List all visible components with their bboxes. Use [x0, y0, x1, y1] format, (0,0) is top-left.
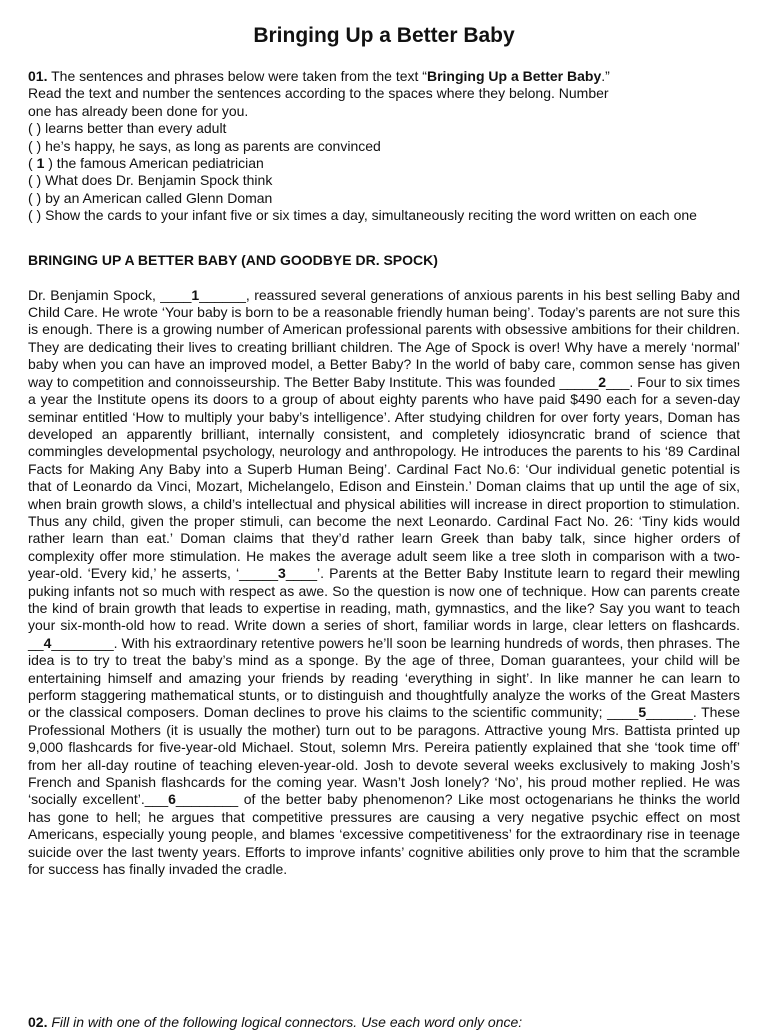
exercise-1-item [28, 138, 740, 155]
exercise-1-item [28, 190, 740, 207]
article-text: ___. Four to six times a year the Institute opens its doors to a group of about eighty parents who have paid $490 each for a seven-day seminar entitled ‘How to multiply your baby’s intelligence’. After studying children for over forty years, Doman has developed an apparently brilliant, internally consistent, and completely idiosyncratic brand of science that commingles developmental psychology, neurology and anthropology. He introduces the parents to his ‘89 Cardinal Facts for Making Any Baby into a Superb Human Being’. Cardinal Fact No.6: ‘Our individual genetic potential is that of Leonardo da Vinci, Mozart, Michelangelo, Edison and Einstein.’ Doman claims that up until the age of six, when brain growth slows, a child’s intellectual and physical abilities will increase in direct proportion to stimulation. Thus any child, given the proper stimuli, can become the next Leonardo. Cardinal Fact No. 26: ‘Tiny kids would rather learn than eat.’ Doman claims that they’d rather learn Greek than baby talk, since higher orders of complexity offer more stimulation. He makes the average adult seem like a tree sloth in comparison with a two-year-old. ‘Every kid,’ he asserts, ‘_____ [28, 373, 740, 582]
exercise-1-intro-title: Bringing Up a Better Baby [426, 68, 602, 84]
exercise-1-intro [28, 68, 740, 85]
item-text: Show the cards to your infant five or six times a day, simultaneously reciting the word written on each one [45, 207, 697, 224]
item-text: What does Dr. Benjamin Spock think [45, 172, 273, 189]
exercise-1-intro-b: .” [601, 68, 610, 84]
item-bracket: ( ) [28, 207, 46, 224]
item-bracket: ( ) [28, 137, 46, 154]
article-heading: BRINGING UP A BETTER BABY (AND GOODBYE DR. SPOCK) [28, 251, 438, 268]
item-text: learns better than every adult [45, 120, 227, 137]
item-bracket: ( ) [28, 120, 46, 137]
article-text: ______. These Professional Mothers (it is usually the mother) turn out to be paragons. Attractive young Mrs. Battista printed up 9,000 flashcards for five-year-old Michael. Stout, solemn Mrs. Pereira patiently explained that she ‘took time off’ from her all-day routine of teaching eleven-year-old. Josh to devote several weeks exclusively to making Josh’s French and Spanish flashcards for the coming year. Wasn’t Josh lonely? ‘No’, his proud mother replied. He was ‘socially excellent’.___ [28, 704, 741, 808]
item-bracket: ( [28, 155, 37, 172]
blank-number: 6 [168, 791, 176, 808]
article-text: ________. With his extraordinary retentive powers he’ll soon be learning hundreds of words, then phrases. The idea is to try to treat the baby’s mind as a sponge. By the age of three, Doman guarantees, your child will be entertaining himself and amazing your friends by reading ‘everything in sight’. In like manner he can learn to perform staggering mathematical stunts, or to distinguish and thoughtfully analyze the works of the Great Masters or the classical composers. Doman declines to prove his claims to the scientific community; ____ [28, 634, 740, 721]
item-text: ) the famous American pediatrician [44, 155, 264, 172]
item-bracket: ( ) [28, 172, 46, 189]
exercise-1-intro-a: The sentences and phrases below were taken from the text “ [47, 68, 427, 84]
exercise-1-line-2: Read the text and number the sentences according to the spaces where they belong. Number [28, 85, 609, 102]
blank-number: 5 [638, 704, 647, 721]
exercise-1-line-3: one has already been done for you. [28, 102, 249, 119]
exercise-1-number: 01. [28, 68, 48, 84]
exercise-2-text: Fill in with one of the following logical connectors. Use each word only once: [47, 1014, 523, 1030]
page-title: Bringing Up a Better Baby [253, 24, 515, 47]
exercise-1-item [28, 207, 740, 224]
article-text: Dr. Benjamin Spock, ____ [28, 286, 192, 303]
exercise-1-item [28, 155, 740, 172]
blank-number: 1 [191, 286, 200, 303]
item-text: by an American called Glenn Doman [45, 189, 273, 206]
article-text: ________ of the better baby phenomenon? Like most octogenarians he thinks the world has gone to hell; he argues that competitive pressures are causing a very negative psychic effect on most Americans, especially young people, and blames ‘excessive competitiveness’ for the extraordinary rise in teenage suicide over the last twenty years. Efforts to improve infants’ cognitive abilities only prove to him that the scramble for success has finally invaded the cradle. [28, 791, 740, 878]
exercise-1 [28, 68, 740, 225]
blank-number: 2 [598, 373, 607, 390]
item-number: 1 [36, 155, 45, 172]
exercise-2-instructions [28, 1014, 522, 1030]
exercise-1-item [28, 172, 740, 189]
article-body [28, 287, 740, 879]
exercise-2-number: 02. [28, 1014, 48, 1030]
article-text: ____’. Parents at the Better Baby Institute learn to regard their mewling puking infants not so much with respect as awe. So the question is now one of technique. How can parents create the kind of brain growth that leads to expertise in reading, math, gymnastics, and the like? Say you want to teach your six-month-old how to read. Write down a series of short, familiar words in large, clear letters on flashcards. __ [28, 565, 740, 651]
blank-number: 3 [278, 565, 286, 582]
exercise-1-item [28, 120, 740, 137]
blank-number: 4 [43, 634, 52, 651]
article-text: ______, reassured several generations of anxious parents in his best selling Baby and Child Care. He wrote ‘Your baby is born to be a reasonable friendly human being’. Today’s parents are not sure this is enough. There is a growing number of American professional parents with obsessive ambitions for their children. They are dedicating their lives to creating brilliant children. The Age of Spock is over! Why have a merely ‘normal’ baby when you can have an improved model, a Better Baby? In the world of baby care, common sense has given way to competition and connoisseurship. The Better Baby Institute. This was founded _____ [28, 286, 740, 390]
item-text: he’s happy, he says, as long as parents are convinced [45, 137, 381, 154]
item-bracket: ( ) [28, 189, 46, 206]
